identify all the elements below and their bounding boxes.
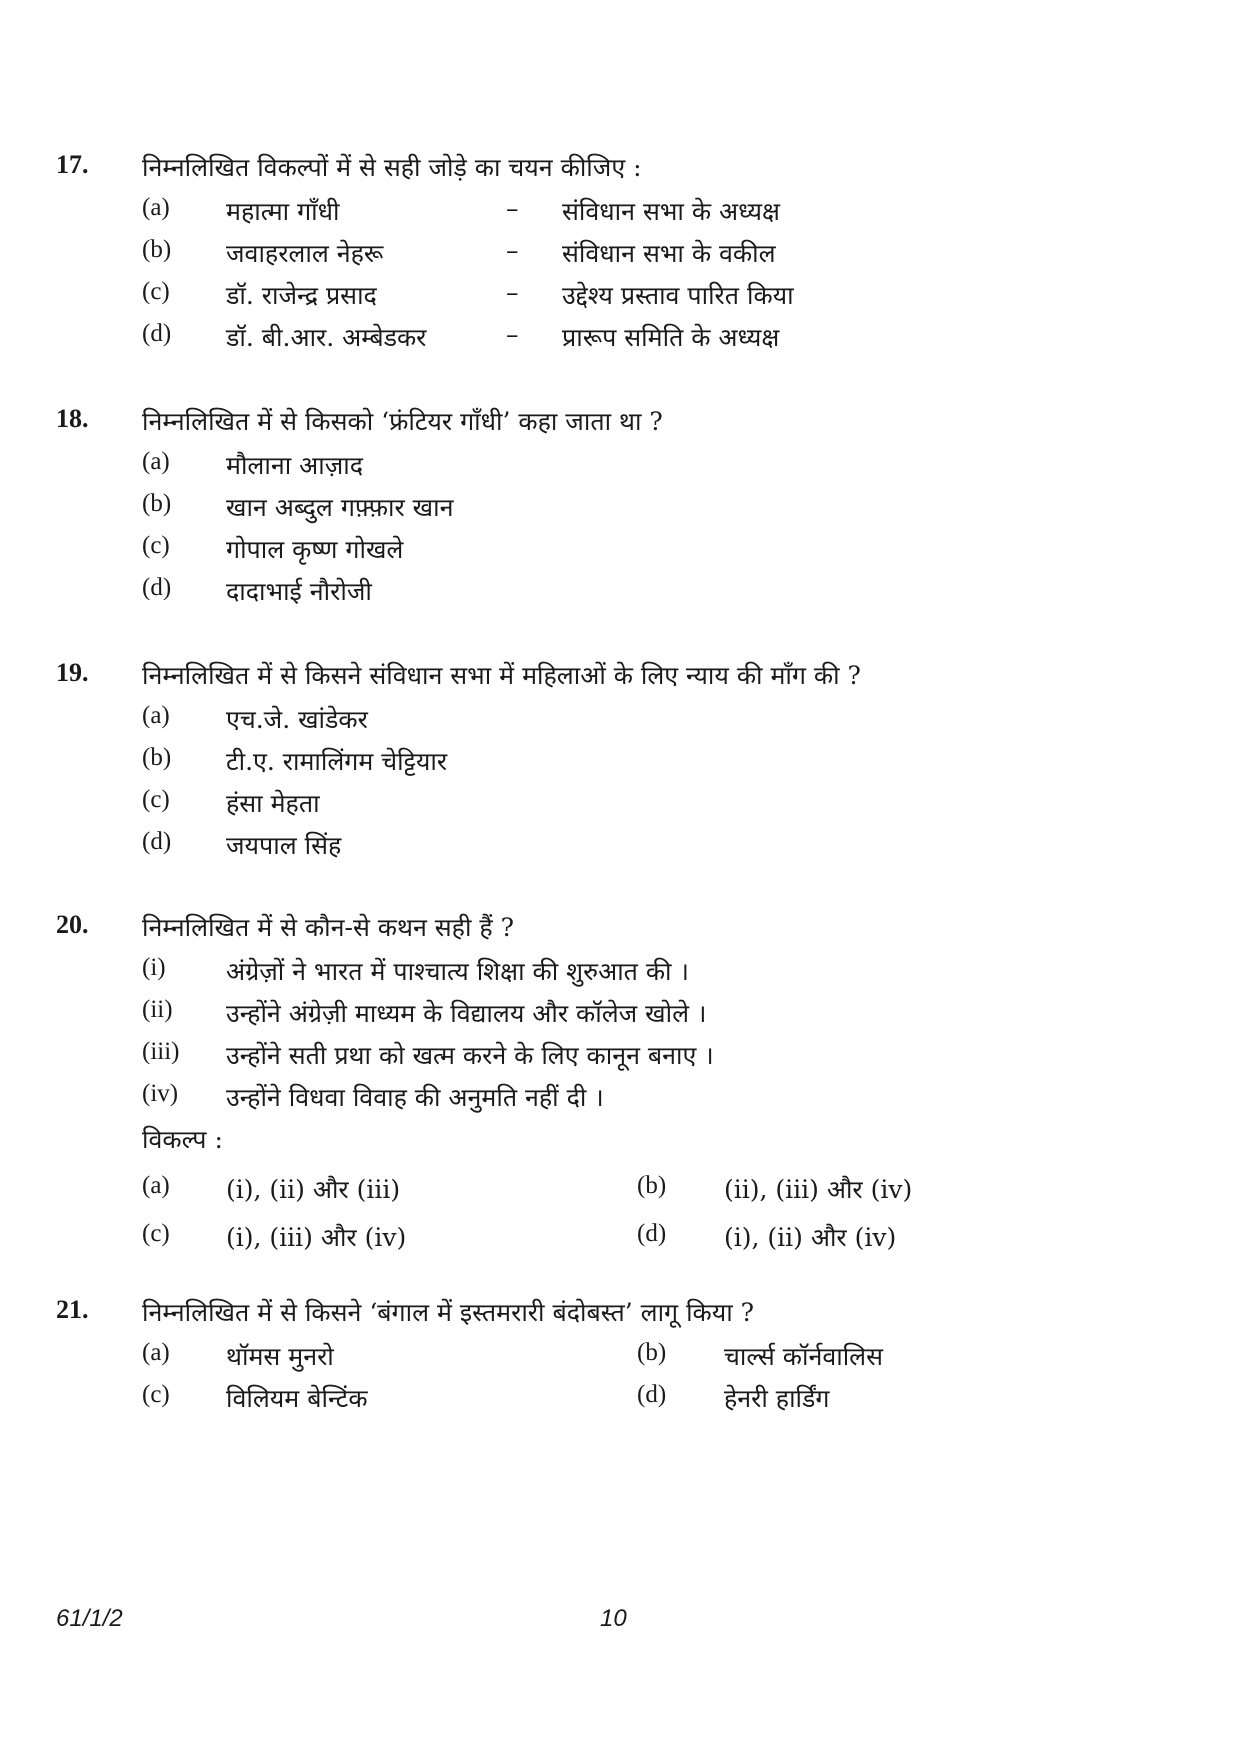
question-text: निम्नलिखित में से कौन-से कथन सही हैं ? <box>142 913 515 942</box>
statement-text: अंग्रेज़ों ने भारत में पाश्चात्य शिक्षा की शुरुआत की । <box>226 957 689 986</box>
option-label: (b) <box>637 1172 667 1199</box>
option-label: (d) <box>142 320 172 347</box>
question-text: निम्नलिखित में से किसने संविधान सभा में महिलाओं के लिए न्याय की माँग की ? <box>142 661 861 690</box>
option-text: (i), (ii) और (iv) <box>724 1223 897 1252</box>
option-label: (a) <box>142 1172 170 1199</box>
option-label: (c) <box>142 532 170 559</box>
option-left: डॉ. बी.आर. अम्बेडकर <box>226 323 427 352</box>
statement-text: उन्होंने विधवा विवाह की अनुमति नहीं दी । <box>226 1083 604 1112</box>
statement-label: (iv) <box>142 1080 179 1107</box>
question-number: 20. <box>56 910 89 939</box>
option-label: (b) <box>142 236 172 263</box>
option-text: टी.ए. रामालिंगम चेट्टियार <box>226 747 448 776</box>
statement-label: (ii) <box>142 996 173 1023</box>
option-dash: – <box>506 236 519 265</box>
option-label: (c) <box>142 278 170 305</box>
option-text: चार्ल्स कॉर्नवालिस <box>724 1342 884 1371</box>
option-label: (b) <box>142 744 172 771</box>
question-number: 18. <box>56 404 89 433</box>
option-label: (d) <box>637 1220 667 1247</box>
option-dash: – <box>506 278 519 307</box>
statement-text: उन्होंने सती प्रथा को खत्म करने के लिए कानून बनाए । <box>226 1041 714 1070</box>
option-label: (a) <box>142 448 170 475</box>
paper-code: 61/1/2 <box>56 1605 123 1632</box>
option-text: (ii), (iii) और (iv) <box>724 1175 913 1204</box>
option-label: (c) <box>142 1220 170 1247</box>
option-left: डॉ. राजेन्द्र प्रसाद <box>226 281 377 310</box>
question-number: 17. <box>56 150 89 179</box>
option-text: मौलाना आज़ाद <box>226 451 363 480</box>
question-text: निम्नलिखित विकल्पों में से सही जोड़े का चयन कीजिए : <box>142 153 642 182</box>
option-dash: – <box>506 320 519 349</box>
option-text: हंसा मेहता <box>226 789 320 818</box>
option-right: संविधान सभा के अध्यक्ष <box>562 197 780 226</box>
statement-label: (iii) <box>142 1038 180 1065</box>
options-heading: विकल्प : <box>142 1125 223 1154</box>
option-left: जवाहरलाल नेहरू <box>226 239 384 268</box>
statement-label: (i) <box>142 954 166 981</box>
question-text: निम्नलिखित में से किसको ‘फ्रंटियर गाँधी’ कहा जाता था ? <box>142 407 663 436</box>
option-text: (i), (iii) और (iv) <box>226 1223 407 1252</box>
option-label: (b) <box>142 490 172 517</box>
option-label: (d) <box>142 574 172 601</box>
option-text: जयपाल सिंह <box>226 831 342 860</box>
option-text: गोपाल कृष्ण गोखले <box>226 535 404 564</box>
option-label: (b) <box>637 1339 667 1366</box>
question-number: 19. <box>56 658 89 687</box>
option-text: एच.जे. खांडेकर <box>226 705 368 734</box>
option-label: (a) <box>142 1339 170 1366</box>
question-text: निम्नलिखित में से किसने ‘बंगाल में इस्तमरारी बंदोबस्त’ लागू किया ? <box>142 1298 755 1327</box>
option-label: (d) <box>142 828 172 855</box>
option-right: उद्देश्य प्रस्ताव पारित किया <box>562 281 794 310</box>
option-text: दादाभाई नौरोजी <box>226 577 372 606</box>
option-label: (c) <box>142 786 170 813</box>
option-text: थॉमस मुनरो <box>226 1342 334 1371</box>
option-text: विलियम बेन्टिंक <box>226 1384 368 1413</box>
option-left: महात्मा गाँधी <box>226 197 340 226</box>
option-text: खान अब्दुल गफ़्फ़ार खान <box>226 493 454 522</box>
option-dash: – <box>506 194 519 223</box>
option-label: (a) <box>142 194 170 221</box>
option-right: संविधान सभा के वकील <box>562 239 776 268</box>
statement-text: उन्होंने अंग्रेज़ी माध्यम के विद्यालय और कॉलेज खोले । <box>226 999 707 1028</box>
option-text: (i), (ii) और (iii) <box>226 1175 401 1204</box>
page-number: 10 <box>600 1605 627 1632</box>
option-right: प्रारूप समिति के अध्यक्ष <box>562 323 780 352</box>
option-label: (d) <box>637 1381 667 1408</box>
option-label: (c) <box>142 1381 170 1408</box>
option-text: हेनरी हार्डिंग <box>724 1384 830 1413</box>
question-number: 21. <box>56 1295 89 1324</box>
option-label: (a) <box>142 702 170 729</box>
